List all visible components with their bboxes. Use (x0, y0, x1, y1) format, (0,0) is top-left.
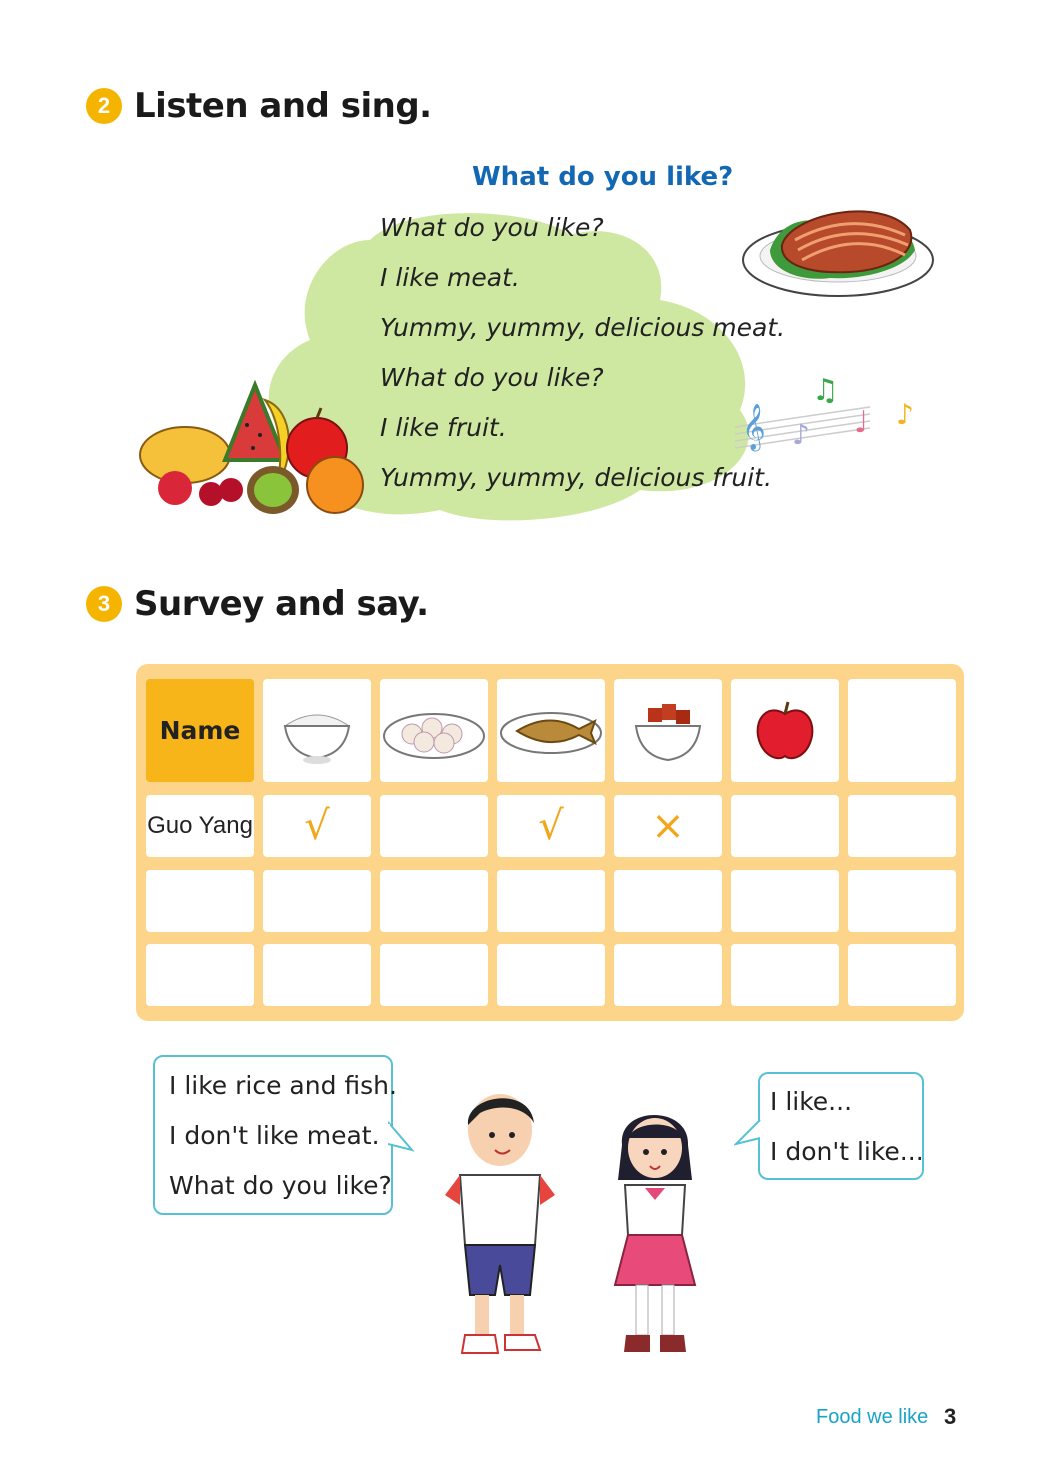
bubble-tail (734, 1118, 762, 1148)
section-3-heading (86, 584, 429, 624)
svg-text:♫: ♫ (812, 373, 839, 408)
table-cell (848, 944, 956, 1006)
meat-bowl-icon (614, 679, 722, 782)
table-cell (380, 795, 488, 857)
section-title: Listen and sing. (134, 86, 432, 126)
lyric-line: I like fruit. (380, 413, 507, 442)
lyric-line: Yummy, yummy, delicious fruit. (380, 463, 772, 492)
meat-plate-icon (740, 190, 940, 310)
svg-text:♪: ♪ (896, 398, 914, 431)
lyric-line: What do you like? (380, 363, 604, 392)
page-number: 3 (944, 1404, 957, 1429)
table-cell (848, 795, 956, 857)
boy-character-icon (440, 1085, 560, 1365)
bubble-line: I don't like meat. (169, 1121, 380, 1150)
music-notes-icon (730, 372, 930, 462)
table-cell (497, 870, 605, 932)
check-mark: √ (497, 795, 605, 857)
svg-text:𝄞: 𝄞 (742, 404, 766, 450)
apple-icon (731, 679, 839, 782)
cross-mark: × (614, 795, 722, 857)
dumplings-icon (380, 679, 488, 782)
section-number-badge: 3 (86, 586, 122, 622)
fruit-basket-icon (135, 380, 370, 520)
svg-text:♪: ♪ (792, 418, 810, 451)
table-cell (146, 870, 254, 932)
table-cell (731, 944, 839, 1006)
girl-character-icon (600, 1100, 710, 1365)
table-cell (497, 944, 605, 1006)
empty-header-cell (848, 679, 956, 782)
survey-table (136, 664, 964, 1021)
boy-speech-bubble (153, 1055, 397, 1215)
lyric-line: Yummy, yummy, delicious meat. (380, 313, 786, 342)
table-cell (263, 870, 371, 932)
bubble-line: I don't like... (770, 1137, 924, 1166)
table-cell (380, 944, 488, 1006)
girl-speech-bubble (758, 1072, 924, 1180)
table-cell (146, 944, 254, 1006)
table-cell (614, 870, 722, 932)
table-cell (614, 944, 722, 1006)
table-row-name: Guo Yang (146, 795, 254, 857)
table-header-name: Name (146, 679, 254, 782)
table-cell (848, 870, 956, 932)
table-cell (263, 944, 371, 1006)
bubble-tail (388, 1120, 416, 1154)
table-cell (380, 870, 488, 932)
section-number-badge: 2 (86, 88, 122, 124)
section-2-heading (86, 86, 432, 126)
fish-dish-icon (497, 679, 605, 782)
bubble-line: I like... (770, 1087, 853, 1116)
check-mark: √ (263, 795, 371, 857)
svg-text:♩: ♩ (854, 405, 869, 440)
table-cell (731, 795, 839, 857)
table-cell (731, 870, 839, 932)
bubble-line: I like rice and fish. (169, 1071, 397, 1100)
section-title: Survey and say. (134, 584, 429, 624)
rice-bowl-icon (263, 679, 371, 782)
song-title: What do you like? (472, 162, 734, 192)
lyric-line: I like meat. (380, 263, 520, 292)
lyric-line: What do you like? (380, 213, 604, 242)
bubble-line: What do you like? (169, 1171, 392, 1200)
footer-unit-title: Food we like (816, 1406, 929, 1428)
